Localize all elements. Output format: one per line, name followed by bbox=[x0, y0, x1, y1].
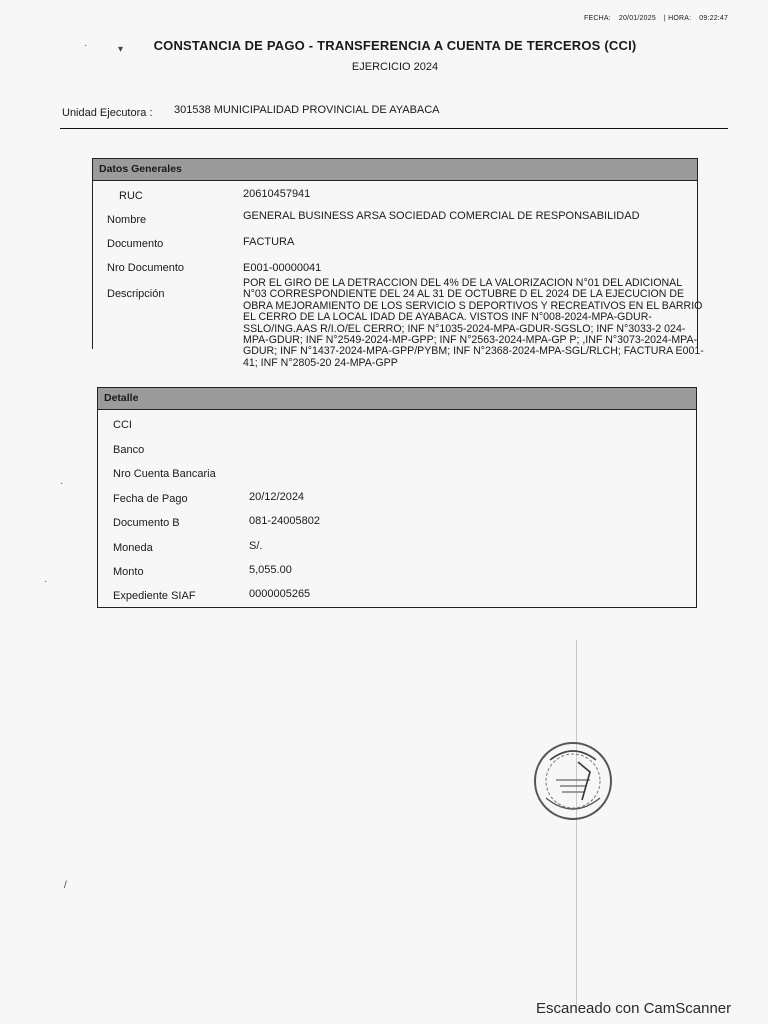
hora-value: 09:22:47 bbox=[699, 15, 729, 22]
camscanner-watermark: Escaneado con CamScanner bbox=[536, 1000, 732, 1017]
fecha-pago-label: Fecha de Pago bbox=[113, 493, 188, 505]
documento-b-label: Documento B bbox=[113, 517, 180, 529]
document-subtitle: EJERCICIO 2024 bbox=[351, 61, 439, 73]
descripcion-label: Descripción bbox=[107, 288, 165, 300]
unidad-ejecutora-value: 301538 MUNICIPALIDAD PROVINCIAL DE AYABACA bbox=[174, 104, 440, 116]
nombre-value: GENERAL BUSINESS ARSA SOCIEDAD COMERCIAL DE RESPONSABILIDAD bbox=[243, 210, 640, 222]
documento-value: FACTURA bbox=[243, 236, 295, 248]
datos-generales-heading: Datos Generales bbox=[93, 159, 697, 181]
ruc-value: 20610457941 bbox=[243, 188, 311, 200]
fecha-value: 20/01/2025 bbox=[618, 15, 656, 22]
descripcion-value: POR EL GIRO DE LA DETRACCION DEL 4% DE LA VALORIZACION N°01 DEL ADICIONAL N°03 CORRESPONDIENTE DEL 24 AL 31 DE OCTUBRE D EL 2024 DE LA EJECUCION DE OBRA MEJORAMIENTO DE LOS SERVICIO S DEPORTIVOS Y RECREATIVOS EN EL BARRIO EL CERRO DE LA LOCAL IDAD DE AYABACA. VISTOS INF N°008-2024-MPA-GDUR-SSLO/ING.AAS R/I.O/EL CERRO; INF N°1035-2024-MPA-GDUR-SGSLO; INF N°3033-2 024-MPA-GDUR; INF N°2549-2024-MP-GPP; INF N°2563-2024-MPA-GP P; ,INF N°3073-2024-MPA-GDUR; INF N°1437-2024-MPA-GPP/PYBM; INF N°2368-2024-MPA-SGL/RLCH; FACTURA E001-41; INF N°2805-20 24-MPA-GPP bbox=[243, 277, 704, 369]
ruc-label: RUC bbox=[119, 190, 143, 202]
municipal-seal-stamp bbox=[532, 740, 614, 822]
documento-label: Documento bbox=[107, 238, 164, 250]
nro-cuenta-label: Nro Cuenta Bancaria bbox=[113, 468, 216, 480]
nro-documento-value: E001-00000041 bbox=[243, 262, 322, 274]
fecha-label: FECHA: bbox=[584, 15, 611, 22]
fecha-pago-value: 20/12/2024 bbox=[249, 491, 305, 503]
nombre-label: Nombre bbox=[107, 214, 147, 226]
expediente-siaf-label: Expediente SIAF bbox=[113, 590, 196, 602]
scan-speck: · bbox=[84, 40, 88, 51]
scan-speck: · bbox=[44, 576, 48, 587]
detalle-heading: Detalle bbox=[98, 388, 696, 410]
unidad-ejecutora-label: Unidad Ejecutora : bbox=[62, 107, 153, 119]
monto-label: Monto bbox=[113, 566, 144, 578]
hora-label: | HORA: bbox=[663, 15, 692, 22]
banco-label: Banco bbox=[113, 444, 145, 456]
document-title: CONSTANCIA DE PAGO - TRANSFERENCIA A CUENTA DE TERCEROS (CCI) bbox=[153, 38, 637, 53]
print-timestamp bbox=[584, 15, 736, 22]
expediente-siaf-value: 0000005265 bbox=[249, 588, 311, 600]
moneda-label: Moneda bbox=[113, 542, 153, 554]
scan-speck: ▾ bbox=[118, 44, 124, 55]
nro-documento-label: Nro Documento bbox=[107, 262, 185, 274]
monto-value: 5,055.00 bbox=[249, 564, 292, 576]
header-divider bbox=[60, 128, 728, 129]
scan-speck: · bbox=[60, 478, 64, 489]
cci-label: CCI bbox=[113, 419, 132, 431]
scan-speck: / bbox=[64, 880, 67, 891]
moneda-value: S/. bbox=[249, 540, 263, 552]
scan-artifact-line bbox=[576, 640, 577, 1010]
documento-b-value: 081-24005802 bbox=[249, 515, 320, 527]
